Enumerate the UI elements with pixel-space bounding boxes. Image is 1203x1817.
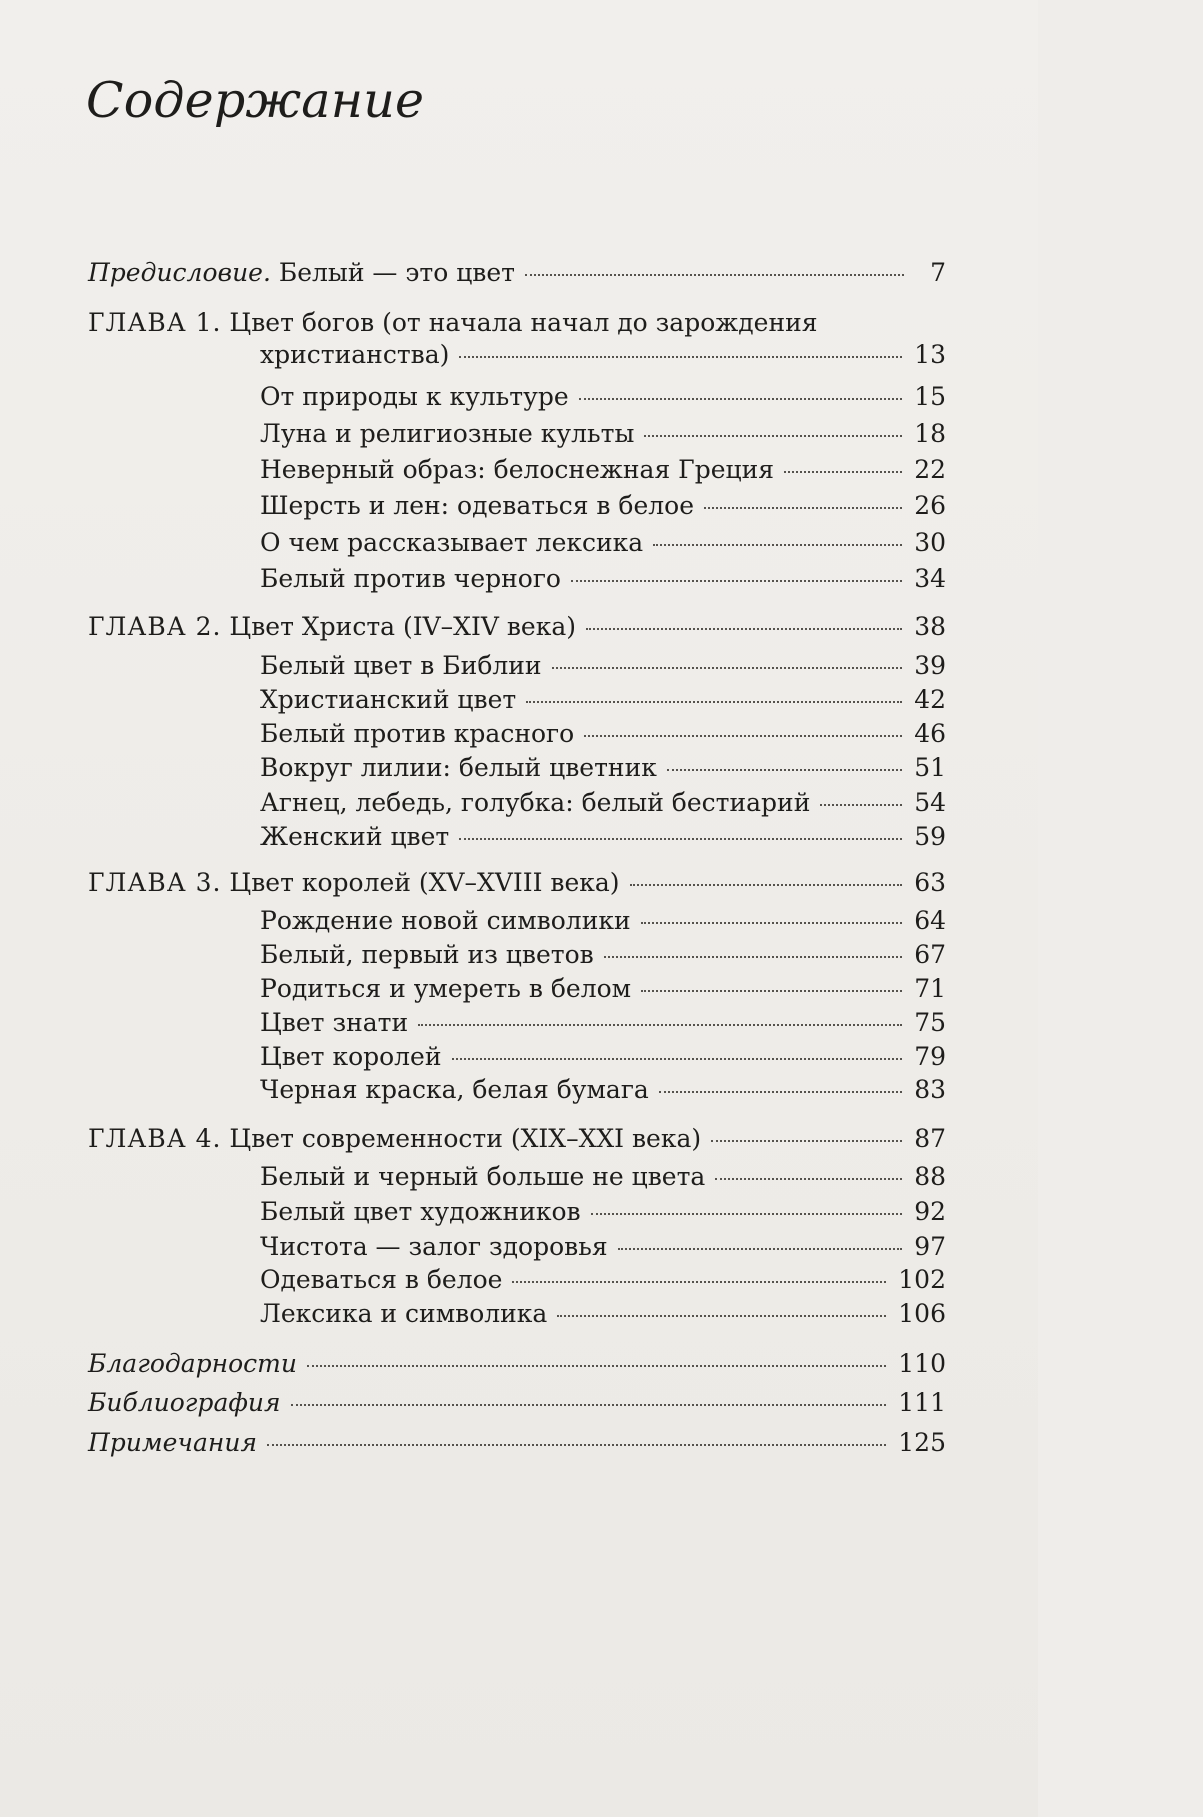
page-number: 71 — [914, 974, 946, 1003]
page-title: Содержание — [86, 72, 425, 129]
page-number: 125 — [898, 1428, 946, 1457]
section-title: Цвет королей — [260, 1042, 442, 1071]
dot-leader — [644, 435, 902, 437]
dot-leader — [711, 1140, 902, 1142]
toc-section — [260, 1232, 946, 1262]
dot-leader — [586, 628, 902, 630]
toc-section — [260, 528, 946, 558]
page-number: 46 — [914, 719, 946, 748]
chapter-title: Цвет современности (XIX–XXI века) — [229, 1124, 702, 1153]
preface-label: Предисловие. — [88, 258, 271, 287]
toc-section — [260, 564, 946, 594]
page-number: 42 — [914, 685, 946, 714]
page-number: 54 — [914, 788, 946, 817]
page-number: 13 — [914, 340, 946, 369]
page-number: 67 — [914, 940, 946, 969]
page-number: 30 — [914, 528, 946, 557]
chapter-label: ГЛАВА 3. — [88, 868, 222, 897]
toc-section — [260, 455, 946, 485]
page-number: 63 — [914, 868, 946, 897]
toc-entry-chapter-1 — [260, 340, 946, 370]
toc-section — [260, 419, 946, 449]
page-number: 34 — [914, 564, 946, 593]
chapter-label: ГЛАВА 2. — [88, 612, 222, 641]
backmatter-title: Примечания — [88, 1428, 258, 1457]
dot-leader — [653, 544, 902, 546]
section-title: Лексика и символика — [260, 1299, 548, 1328]
dot-leader — [820, 804, 902, 806]
backmatter-title: Благодарности — [88, 1349, 297, 1378]
section-title: Агнец, лебедь, голубка: белый бестиарий — [260, 788, 811, 817]
section-title: Шерсть и лен: одеваться в белое — [260, 491, 695, 520]
section-title: Женский цвет — [260, 822, 450, 851]
section-title: Белый, первый из цветов — [260, 940, 594, 969]
toc-section — [260, 1197, 946, 1227]
page-number: 38 — [914, 612, 946, 641]
dot-leader — [659, 1091, 902, 1093]
toc-section — [260, 1162, 946, 1192]
section-title: От природы к культуре — [260, 382, 569, 411]
section-title: Белый против красного — [260, 719, 575, 748]
dot-leader — [715, 1178, 902, 1180]
page-number: 18 — [914, 419, 946, 448]
page-number: 51 — [914, 753, 946, 782]
dot-leader — [784, 471, 902, 473]
dot-leader — [557, 1315, 886, 1317]
page-number: 97 — [914, 1232, 946, 1261]
page-number: 64 — [914, 906, 946, 935]
toc-section — [260, 1265, 946, 1295]
dot-leader — [512, 1281, 886, 1283]
section-title: Цвет знати — [260, 1008, 409, 1037]
dot-leader — [641, 922, 903, 924]
dot-leader — [418, 1024, 902, 1026]
dot-leader — [591, 1213, 903, 1215]
toc-section — [260, 1299, 946, 1329]
page-number: 7 — [930, 258, 946, 287]
section-title: Христианский цвет — [260, 685, 517, 714]
section-title: Чистота — залог здоровья — [260, 1232, 608, 1261]
section-title: Белый и черный больше не цвета — [260, 1162, 706, 1191]
section-title: Луна и религиозные культы — [260, 419, 635, 448]
toc-section — [260, 685, 946, 715]
page-number: 92 — [914, 1197, 946, 1226]
chapter-title: Цвет Христа (IV–XIV века) — [229, 612, 577, 641]
toc-entry-preface — [88, 258, 946, 288]
dot-leader — [526, 701, 902, 703]
chapter-label: ГЛАВА 4. — [88, 1124, 222, 1153]
dot-leader — [704, 507, 902, 509]
section-title: О чем рассказывает лексика — [260, 528, 644, 557]
section-title: Черная краска, белая бумага — [260, 1075, 649, 1104]
backmatter-title: Библиография — [88, 1388, 281, 1417]
dot-leader — [267, 1444, 886, 1446]
chapter-heading — [88, 1124, 701, 1154]
chapter-heading — [88, 612, 576, 642]
toc-section — [260, 822, 946, 852]
page-number: 88 — [914, 1162, 946, 1191]
toc-entry-chapter-3 — [88, 868, 946, 898]
dot-leader — [604, 956, 902, 958]
page-number: 87 — [914, 1124, 946, 1153]
section-title: Белый цвет в Библии — [260, 651, 542, 680]
dot-leader — [459, 356, 902, 358]
page-number: 79 — [914, 1042, 946, 1071]
dot-leader — [291, 1404, 887, 1406]
chapter-heading — [88, 868, 620, 898]
toc-section — [260, 382, 946, 412]
toc-section — [260, 753, 946, 783]
toc-section — [260, 940, 946, 970]
toc-section — [260, 719, 946, 749]
dot-leader — [641, 990, 902, 992]
dot-leader — [618, 1248, 903, 1250]
toc-section — [260, 491, 946, 521]
dot-leader — [552, 667, 903, 669]
dot-leader — [307, 1365, 886, 1367]
dot-leader — [667, 769, 902, 771]
toc-entry-notes — [88, 1428, 946, 1458]
toc-section — [260, 1042, 946, 1072]
toc-section — [260, 1075, 946, 1105]
toc-section — [260, 788, 946, 818]
toc-section — [260, 974, 946, 1004]
toc-entry-acknowledgements — [88, 1349, 946, 1379]
toc-entry-bibliography — [88, 1388, 946, 1418]
page-number: 111 — [898, 1388, 946, 1417]
page-number: 102 — [898, 1265, 946, 1294]
page-number: 83 — [914, 1075, 946, 1104]
toc-section — [260, 1008, 946, 1038]
chapter-label: ГЛАВА 1. — [88, 308, 222, 337]
chapter-1-heading — [88, 308, 818, 338]
dot-leader — [571, 580, 902, 582]
page-number: 22 — [914, 455, 946, 484]
dot-leader — [459, 838, 902, 840]
section-title: Родиться и умереть в белом — [260, 974, 632, 1003]
page-number: 75 — [914, 1008, 946, 1037]
chapter-title-line1: Цвет богов (от начала начал до зарождения — [229, 308, 818, 337]
section-title: Белый против черного — [260, 564, 561, 593]
toc-section — [260, 651, 946, 681]
page-number: 59 — [914, 822, 946, 851]
page-number: 39 — [914, 651, 946, 680]
toc-section — [260, 906, 946, 936]
toc-entry-text — [88, 258, 515, 288]
dot-leader — [630, 884, 903, 886]
dot-leader — [452, 1058, 903, 1060]
toc-entry-chapter-4 — [88, 1124, 946, 1154]
chapter-title-line2: христианства) — [260, 340, 450, 369]
dot-leader — [525, 274, 904, 276]
dot-leader — [579, 398, 903, 400]
dot-leader — [584, 735, 902, 737]
section-title: Рождение новой символики — [260, 906, 631, 935]
page-number: 110 — [898, 1349, 946, 1378]
page-number: 106 — [898, 1299, 946, 1328]
page-number: 15 — [914, 382, 946, 411]
toc-entry-chapter-2 — [88, 612, 946, 642]
section-title: Одеваться в белое — [260, 1265, 503, 1294]
page-number: 26 — [914, 491, 946, 520]
chapter-title: Цвет королей (XV–XVIII века) — [229, 868, 620, 897]
preface-title: Белый — это цвет — [278, 258, 515, 287]
section-title: Неверный образ: белоснежная Греция — [260, 455, 775, 484]
section-title: Вокруг лилии: белый цветник — [260, 753, 657, 782]
section-title: Белый цвет художников — [260, 1197, 581, 1226]
